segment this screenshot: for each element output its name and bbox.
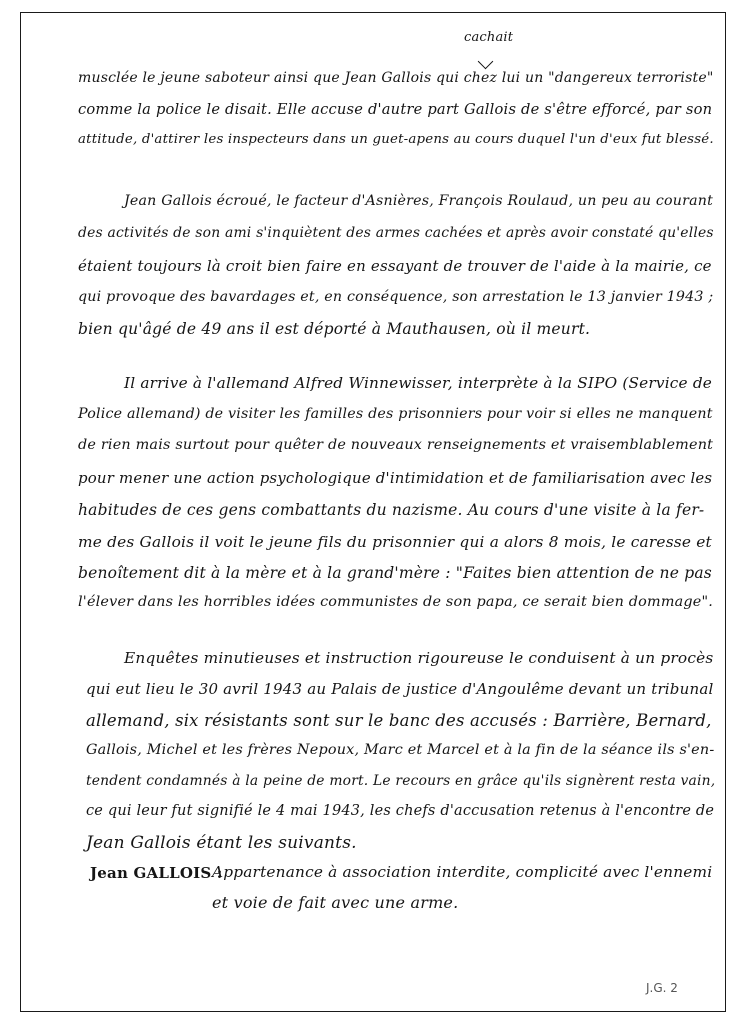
text-line: qui provoque des bavardages et, en conséquence, son arrestation le 13 janvier 1943 ;	[78, 289, 714, 305]
charge-line: et voie de fait avec une arme.	[212, 893, 459, 912]
text-line: des activités de son ami s'inquiètent des armes cachées et après avoir constaté qu'elles	[78, 225, 714, 241]
text-line: de rien mais surtout pour quêter de nouveaux renseignements et vraisemblablement	[78, 437, 714, 453]
text-line: l'élever dans les horribles idées communistes de son papa, ce serait bien dommage".	[78, 594, 714, 610]
charge-line: Appartenance à association interdite, complicité avec l'ennemi	[212, 863, 713, 881]
text-line: Jean Gallois écroué, le facteur d'Asnières, François Roulaud, un peu au courant	[124, 193, 713, 209]
text-line: comme la police le disait. Elle accuse d'autre part Gallois de s'être efforcé, par son	[78, 101, 713, 118]
inserted-word: cachait	[464, 30, 514, 45]
text-line: qui eut lieu le 30 avril 1943 au Palais de justice d'Angoulême devant un tribunal	[86, 680, 714, 698]
text-line: allemand, six résistants sont sur le banc des accusés : Barrière, Bernard,	[86, 711, 712, 730]
text-line: étaient toujours là croit bien faire en essayant de trouver de l'aide à la mairie, ce	[78, 257, 712, 275]
text-line: pour mener une action psychologique d'intimidation et de familiarisation avec les	[78, 469, 713, 487]
page-number: J.G. 2	[646, 981, 678, 995]
text-line: Jean Gallois étant les suivants.	[86, 833, 357, 853]
text-line: attitude, d'attirer les inspecteurs dans un guet-apens au cours duquel l'un d'eux fut blessé.	[78, 132, 714, 147]
accused-name: Jean GALLOIS :	[90, 864, 223, 882]
text-line: Il arrive à l'allemand Alfred Winnewisser, interprète à la SIPO (Service de	[124, 374, 713, 392]
text-line: musclée le jeune saboteur ainsi que Jean Gallois qui chez lui un "dangereux terroriste"	[78, 70, 714, 86]
text-line: Gallois, Michel et les frères Nepoux, Marc et Marcel et à la fin de la séance ils s'en-	[86, 742, 715, 758]
text-line: Enquêtes minutieuses et instruction rigoureuse le conduisent à un procès	[124, 649, 714, 667]
text-line: benoîtement dit à la mère et à la grand'mère : "Faites bien attention de ne pas	[78, 564, 712, 582]
text-line: tendent condamnés à la peine de mort. Le recours en grâce qu'ils signèrent resta vain,	[86, 773, 716, 789]
text-line: habitudes de ces gens combattants du nazisme. Au cours d'une visite à la fer-	[78, 501, 705, 519]
text-line: me des Gallois il voit le jeune fils du prisonnier qui a alors 8 mois, le caresse et	[78, 533, 712, 551]
text-line: ce qui leur fut signifié le 4 mai 1943, les chefs d'accusation retenus à l'encontre de	[86, 803, 715, 819]
text-line: Police allemand) de visiter les familles des prisonniers pour voir si elles ne manquent	[78, 406, 713, 422]
text-line: bien qu'âgé de 49 ans il est déporté à Mauthausen, où il meurt.	[78, 320, 591, 338]
